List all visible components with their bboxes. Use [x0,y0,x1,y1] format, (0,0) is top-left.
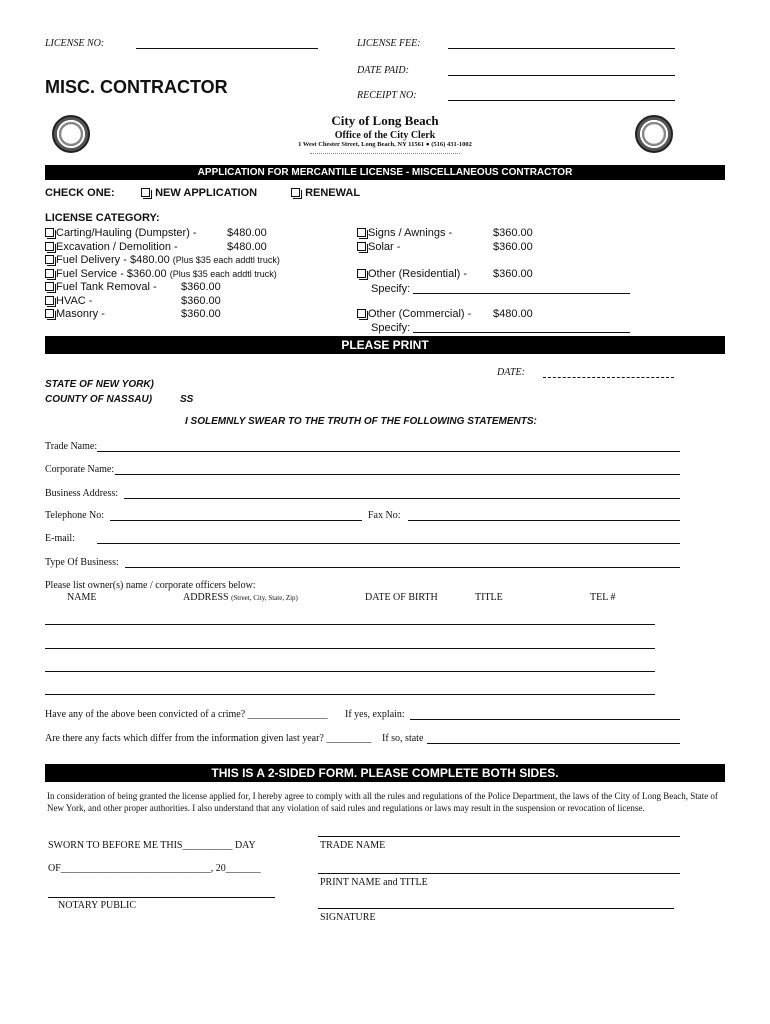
category-name: Other (Commercial) - [368,308,472,320]
trade-name-field[interactable] [97,451,680,452]
checkbox-icon[interactable] [357,309,366,318]
type-of-business-field[interactable] [125,567,680,568]
date-field[interactable] [543,377,674,378]
trade-name-label: Trade Name: [45,441,98,452]
sworn-line: SWORN TO BEFORE ME THIS__________ DAY [48,840,256,851]
category-name: Excavation / Demolition - [56,240,178,253]
new-application-label: NEW APPLICATION [155,187,258,199]
category-name: Other (Residential) - [368,268,468,280]
two-sided-bar: THIS IS A 2-SIDED FORM. PLEASE COMPLETE BOTH SIDES. [45,764,725,782]
col-address-label: ADDRESS [183,592,229,603]
specify-label: Specify: [371,283,411,295]
facts-state-field[interactable] [427,743,680,744]
county-line: COUNTY OF NASSAU) [45,394,153,405]
checkbox-icon[interactable] [45,228,54,237]
license-fee-field[interactable] [448,48,675,49]
category-fee: $360.00 [493,268,533,280]
col-dob: DATE OF BIRTH [365,592,438,603]
facts-question: Are there any facts which differ from the information given last year? _________ [45,733,372,744]
fax-field[interactable] [408,520,680,521]
specify-label: Specify: [371,322,411,334]
col-address-note: (Street, City, State, Zip) [231,594,298,602]
state-line: STATE OF NEW YORK) [45,379,154,390]
fax-label: Fax No: [368,510,401,521]
corporate-name-label: Corporate Name: [45,464,115,475]
receipt-no-field[interactable] [448,100,675,101]
checkbox-icon[interactable] [357,228,366,237]
category-right-list [357,227,557,254]
category-fee: $360.00 [493,227,533,239]
category-fee: $480.00 [493,308,533,320]
category-item[interactable] [357,308,557,320]
category-name: Masonry - [56,308,105,320]
city-name: City of Long Beach [331,113,439,128]
trade-name-sig-label: TRADE NAME [320,840,386,851]
date-label: DATE: [497,367,525,378]
specify-commercial-field[interactable] [413,332,630,333]
checkbox-icon[interactable] [45,255,54,264]
please-print-bar: PLEASE PRINT [45,336,725,354]
checkbox-icon[interactable] [45,296,54,305]
category-name: Carting/Hauling (Dumpster) - [56,227,197,239]
col-title: TITLE [475,592,503,603]
print-name-label: PRINT NAME and TITLE [320,877,428,888]
telephone-label: Telephone No: [45,510,105,521]
category-fee: $360.00 [493,240,533,253]
checkbox-icon[interactable] [45,309,54,318]
signature-label: SIGNATURE [320,912,376,923]
col-tel: TEL # [590,592,616,603]
category-item[interactable] [45,241,280,255]
col-name: NAME [67,592,97,603]
category-item[interactable] [357,241,557,255]
checkbox-icon[interactable] [357,269,366,278]
category-fee: $480.00 [227,240,267,253]
category-name: Fuel Tank Removal - [56,281,157,293]
owner-row-line[interactable] [45,671,655,672]
form-title: MISC. CONTRACTOR [45,77,228,97]
category-name: Fuel Service - $360.00 [56,267,167,280]
checkbox-icon[interactable] [141,188,150,197]
renewal-option[interactable] [291,187,360,199]
col-address [183,592,298,603]
business-address-field[interactable] [124,498,680,499]
email-field[interactable] [97,543,680,544]
license-no-field[interactable] [136,48,318,49]
license-category-label: LICENSE CATEGORY: [45,212,160,224]
email-label: E-mail: [45,533,75,544]
receipt-no-label: RECEIPT NO: [357,90,417,101]
office-address: 1 West Chester Street, Long Beach, NY 11561 ● (516) 431-1002 [298,141,472,148]
business-address-label: Business Address: [45,488,119,499]
license-fee-label: LICENSE FEE: [357,38,421,49]
category-item[interactable] [45,227,280,241]
checkbox-icon[interactable] [45,242,54,251]
specify-residential-field[interactable] [413,293,630,294]
category-item[interactable] [357,268,557,280]
category-name: Fuel Delivery - $480.00 [56,254,170,266]
notary-label: NOTARY PUBLIC [58,900,137,911]
checkbox-icon[interactable] [291,188,300,197]
trade-name-signature-line[interactable] [318,836,680,837]
category-name: Signs / Awnings - [368,227,453,239]
new-application-option[interactable] [141,187,257,199]
license-no-label: LICENSE NO: [45,38,105,49]
telephone-field[interactable] [110,520,362,521]
owner-row-line[interactable] [45,694,655,695]
divider [310,153,460,154]
facts-state-label: If so, state [382,733,424,744]
crime-question: Have any of the above been convicted of a crime? ________________ [45,709,328,720]
category-item[interactable] [45,295,280,309]
type-of-business-label: Type Of Business: [45,557,119,568]
checkbox-icon[interactable] [45,282,54,291]
print-name-line[interactable] [318,873,680,874]
category-fee: $360.00 [181,281,221,293]
crime-explain-label: If yes, explain: [345,709,405,720]
renewal-label: RENEWAL [305,187,361,199]
notary-line[interactable] [48,897,275,898]
checkbox-icon[interactable] [45,269,54,278]
category-item[interactable] [357,227,557,241]
category-item[interactable] [45,254,280,268]
crime-explain-field[interactable] [410,719,680,720]
of-line: OF______________________________, 20_______ [48,863,261,874]
checkbox-icon[interactable] [357,242,366,251]
owners-intro: Please list owner(s) name / corporate officers below: [45,580,256,591]
category-note: (Plus $35 each addtl truck) [172,255,280,265]
category-fee: $360.00 [181,294,221,307]
category-name: HVAC - [56,294,93,307]
owner-row-line[interactable] [45,624,655,625]
signature-line[interactable] [318,908,674,909]
ss-label: SS [180,394,194,405]
owner-row-line[interactable] [45,648,655,649]
category-fee: $480.00 [227,227,267,239]
consideration-text: In consideration of being granted the license applied for, I hereby agree to comply with all the rules and regulations of the Police Department, the laws of the City of Long Beach, State of New York, and other proper authorities. I also understand that any violation of said rules and regulations or laws may result in the suspension or revocation of license. [47,791,718,813]
office-name: Office of the City Clerk [334,130,436,141]
date-paid-field[interactable] [448,75,675,76]
category-name: Solar - [368,240,401,253]
category-left-list [45,227,280,322]
check-one-label: CHECK ONE: [45,187,115,199]
category-fee: $360.00 [181,308,221,320]
date-paid-label: DATE PAID: [357,65,409,76]
category-item[interactable] [45,268,280,282]
application-bar: APPLICATION FOR MERCANTILE LICENSE - MISCELLANEOUS CONTRACTOR [45,165,725,180]
corporate-name-field[interactable] [115,474,680,475]
category-item[interactable] [45,281,280,295]
category-note: (Plus $35 each addtl truck) [169,268,277,279]
swear-statement: I SOLEMNLY SWEAR TO THE TRUTH OF THE FOLLOWING STATEMENTS: [185,416,537,427]
category-item[interactable] [45,308,280,322]
